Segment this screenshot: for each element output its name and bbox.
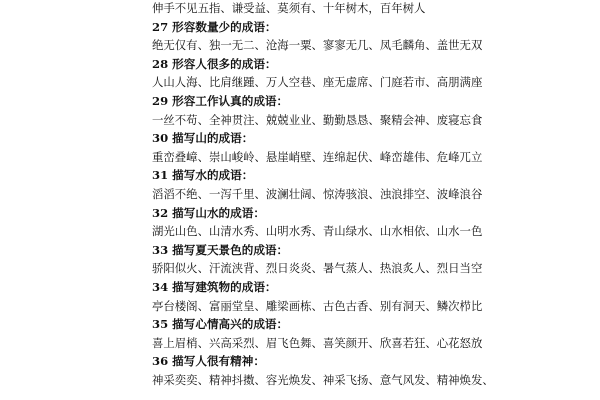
idiom-list-line: 绝无仅有、独一无二、沧海一粟、寥寥无几、凤毛麟角、盖世无双 [152,38,483,53]
section-heading-33: 33 描写夏天景色的成语： [152,242,289,257]
section-heading-27: 27 形容数量少的成语： [152,19,277,34]
idiom-list-line: 亭台楼阁、富丽堂皇、雕梁画栋、古色古香、别有洞天、鳞次栉比 [152,298,483,313]
idiom-list-line: 人山人海、比肩继踵、万人空巷、座无虚席、门庭若市、高朋满座 [152,75,483,90]
idiom-list-line: 重峦叠嶂、崇山峻岭、悬崖峭壁、连绵起伏、峰峦雄伟、危峰兀立 [152,149,483,164]
section-heading-35: 35 描写心情高兴的成语： [152,317,289,332]
idiom-list-line: 一丝不苟、全神贯注、兢兢业业、勤勤恳恳、聚精会神、废寝忘食 [152,112,483,127]
section-heading-28: 28 形容人很多的成语： [152,56,277,71]
section-heading-29: 29 形容工作认真的成语： [152,94,289,108]
section-heading-31: 31 描写水的成语： [152,168,254,183]
idiom-list-line: 喜上眉梢、兴高采烈、眉飞色舞、喜笑颜开、欣喜若狂、心花怒放 [152,335,483,350]
idiom-list-line: 骄阳似火、汗流浃背、烈日炎炎、暑气蒸人、热浪炙人、烈日当空 [152,261,483,276]
section-heading-36: 36 描写人很有精神： [152,354,265,369]
idiom-list-line: 神采奕奕、精神抖擞、容光焕发、神采飞扬、意气风发、精神焕发、 [152,373,494,387]
idiom-list-line: 湖光山色、山清水秀、山明水秀、青山绿水、山水相依、山水一色 [152,224,483,239]
idiom-list-line: 滔滔不绝、一泻千里、波澜壮阔、惊涛骇浪、浊浪排空、波峰浪谷 [152,187,483,201]
section-heading-34: 34 描写建筑物的成语： [152,280,277,294]
section-heading-32: 32 描写山水的成语： [152,205,265,220]
section-heading-30: 30 描写山的成语： [152,131,254,146]
idiom-list-line: 伸手不见五指、谦受益、莫须有、十年树木，百年树人 [152,1,426,15]
